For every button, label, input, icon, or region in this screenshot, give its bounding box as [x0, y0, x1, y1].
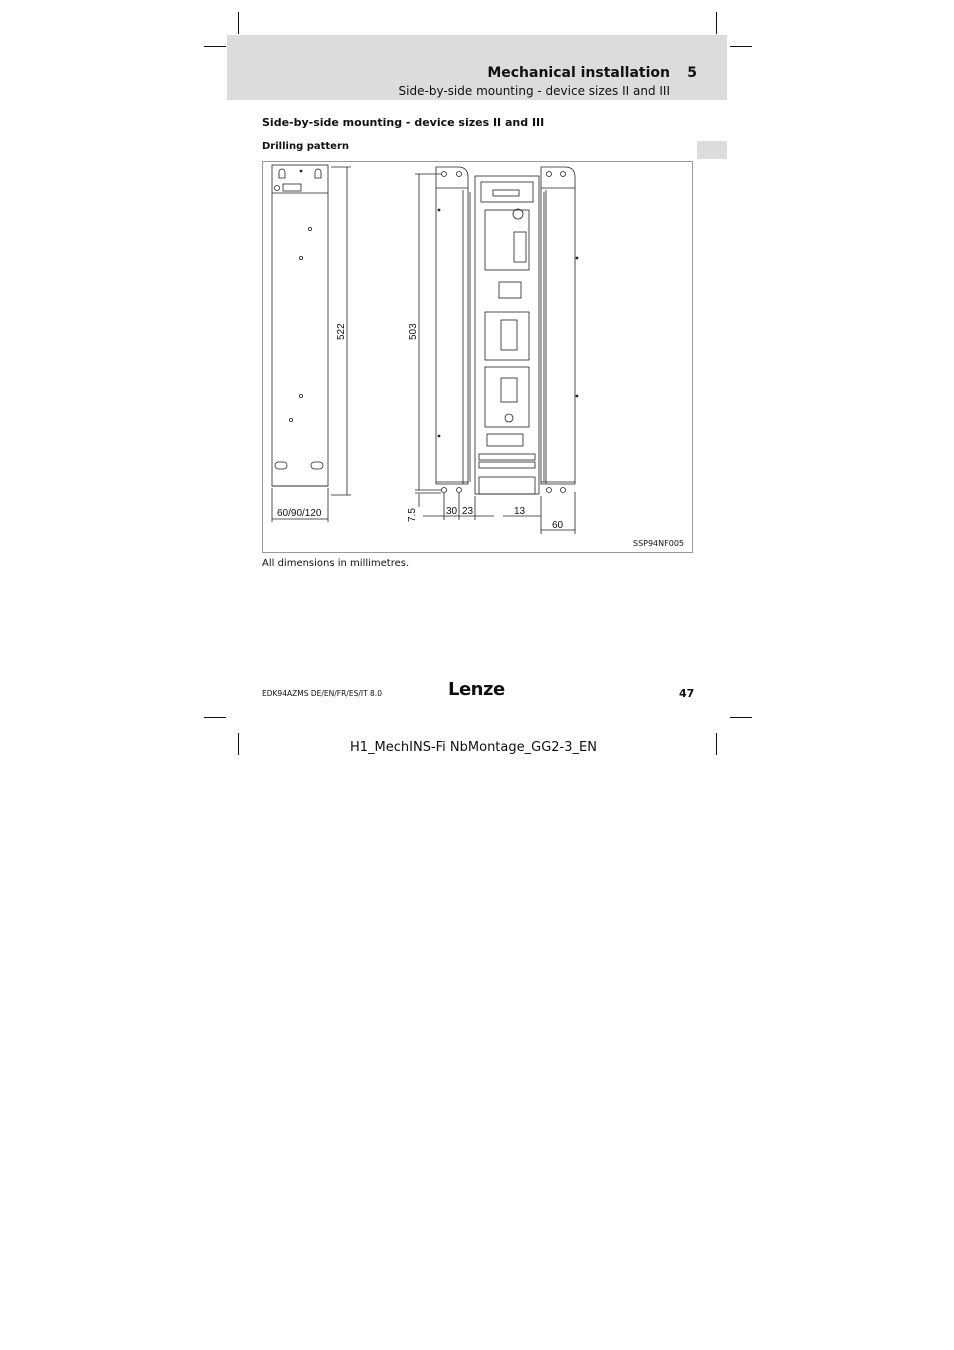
crop-mark — [238, 733, 239, 755]
crop-mark — [204, 46, 226, 47]
dim-503: 503 — [408, 323, 419, 340]
subsection-heading: Drilling pattern — [262, 141, 350, 152]
dim-522: 522 — [336, 323, 347, 340]
chapter-tab — [697, 141, 727, 159]
dim-7-5: 7.5 — [407, 508, 418, 522]
chapter-subtitle: Side-by-side mounting - device sizes II and III — [398, 84, 670, 98]
drilling-pattern-drawing — [263, 162, 694, 554]
side-by-side-devices — [436, 167, 578, 494]
chapter-number: 5 — [687, 65, 697, 81]
crop-mark — [204, 717, 226, 718]
section-heading: Side-by-side mounting - device sizes II and III — [262, 116, 545, 129]
page-number: 47 — [679, 687, 695, 700]
brand-logo: Lenze — [448, 679, 505, 700]
crop-mark — [238, 12, 239, 34]
dim-30: 30 — [446, 506, 458, 517]
crop-mark — [730, 46, 752, 47]
figure-code: SSP94NF005 — [632, 539, 684, 548]
page-header — [227, 35, 727, 100]
file-label: H1_MechINS-Fi NbMontage_GG2-3_EN — [350, 740, 597, 755]
document-code: EDK94AZMS DE/EN/FR/ES/IT 8.0 — [262, 689, 382, 698]
crop-mark — [716, 12, 717, 34]
chapter-title: Mechanical installation — [487, 65, 670, 81]
dim-13: 13 — [514, 506, 526, 517]
dim-width-variants: 60/90/120 — [277, 508, 322, 519]
crop-mark — [716, 733, 717, 755]
dimensions-note: All dimensions in millimetres. — [262, 558, 410, 569]
crop-mark — [730, 717, 752, 718]
dim-60: 60 — [552, 520, 564, 531]
drilling-pattern-figure — [262, 161, 693, 553]
dim-23: 23 — [462, 506, 474, 517]
single-device-outline — [272, 165, 328, 486]
